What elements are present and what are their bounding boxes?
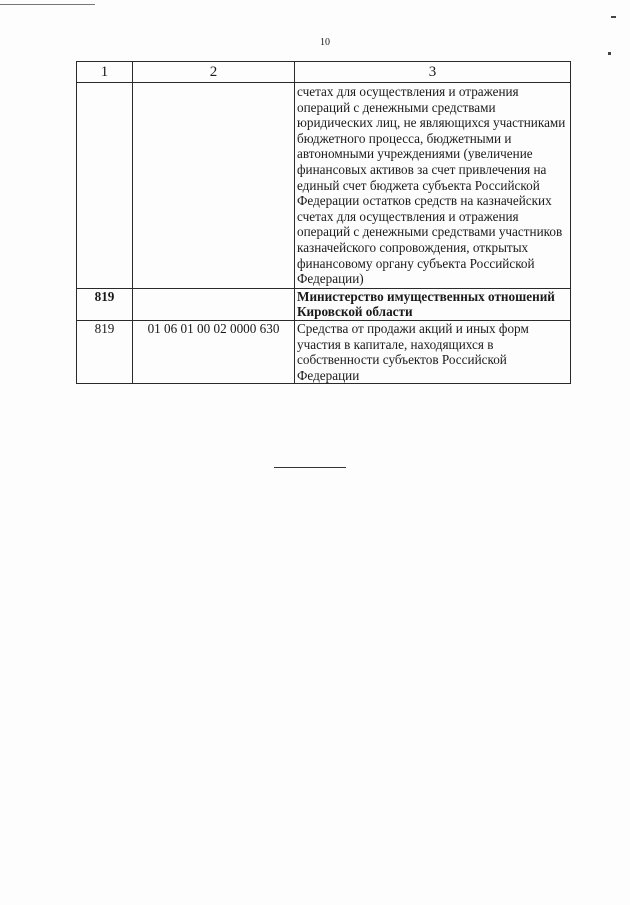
cell-empty xyxy=(133,83,295,289)
continuation-text: счетах для осуществления и отражения операций с денежными средствами юридических лиц, не являющихся участниками бюджетного процесса, бюджетными и автономными учреждениями (увеличение финансовых активов за счет привлечения на единый счет бюджета субъекта Российской Федерации остатков средств на казначейских счетах для осуществления и отражения операций с денежными средствами участников казначейского сопровождения, открытых финансовому органу субъекта Российской Федерации) xyxy=(295,83,571,289)
admin-code-cell: 819 xyxy=(77,320,133,383)
table-header-row xyxy=(77,62,571,83)
end-of-table-rule xyxy=(274,467,346,468)
column-header-1: 1 xyxy=(77,62,133,83)
source-name-cell: Министерство имущественных отношений Кировской области xyxy=(295,288,571,320)
cell-empty xyxy=(77,83,133,289)
top-rule xyxy=(0,4,95,5)
column-header-3: 3 xyxy=(295,62,571,83)
scan-speck xyxy=(608,52,611,55)
scan-speck xyxy=(611,16,616,18)
table-row-continuation xyxy=(77,83,571,289)
revenue-sources-table xyxy=(76,61,571,384)
source-code-cell xyxy=(133,288,295,320)
column-header-2: 2 xyxy=(133,62,295,83)
source-code-cell: 01 06 01 00 02 0000 630 xyxy=(133,320,295,383)
table-row xyxy=(77,288,571,320)
admin-code-cell: 819 xyxy=(77,288,133,320)
page-number: 10 xyxy=(320,37,330,48)
source-name-cell: Средства от продажи акций и иных форм участия в капитале, находящихся в собственности субъектов Российской Федерации xyxy=(295,320,571,383)
table-row xyxy=(77,320,571,383)
